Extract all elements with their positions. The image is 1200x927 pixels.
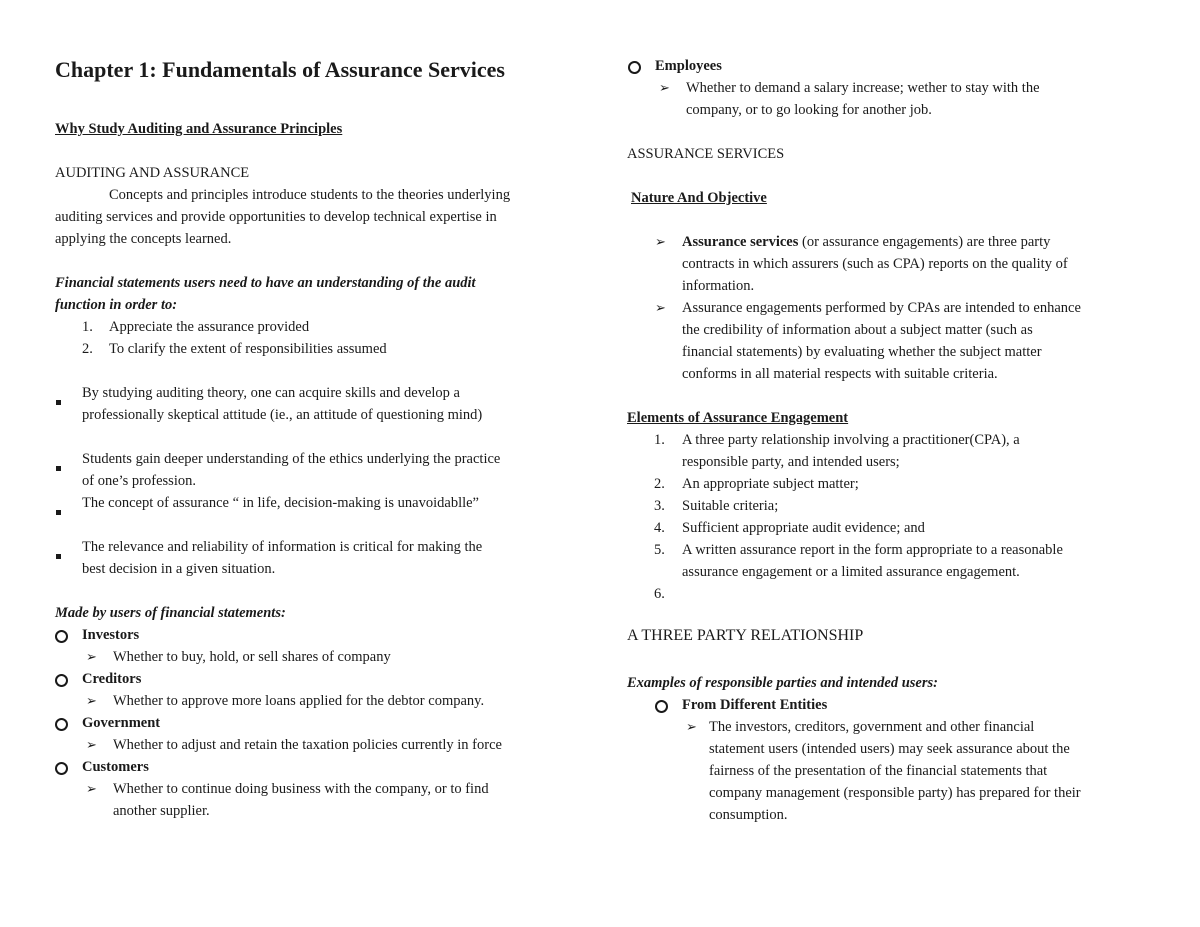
entities-line: company management (responsible party) has prepared for their [709, 785, 1081, 801]
intro-line-1: Concepts and principles introduce students to the theories underlying [109, 187, 511, 203]
bullet-line: The concept of assurance “ in life, decision-making is unavoidablle” [82, 495, 479, 511]
user-name-investors: Investors [82, 627, 140, 643]
why-study-heading: Why Study Auditing and Assurance Principles [55, 121, 343, 137]
bullet-line: professionally skeptical attitude (ie., an attitude of questioning mind) [82, 407, 483, 423]
user-detail: Whether to adjust and retain the taxation policies currently in force [113, 737, 502, 753]
bullet-line: Students gain deeper understanding of the ethics underlying the practice [82, 451, 501, 467]
circle-bullet-icon [628, 59, 641, 81]
intro-line-2: auditing services and provide opportunities to develop technical expertise in [55, 209, 497, 225]
auditing-heading: AUDITING AND ASSURANCE [55, 165, 250, 181]
user-detail: Whether to buy, hold, or sell shares of company [113, 649, 391, 665]
user-name-employees: Employees [655, 58, 722, 74]
assurance-services-term: Assurance services [682, 234, 799, 250]
entities-line: fairness of the presentation of the financial statements that [709, 763, 1048, 779]
element-item: A written assurance report in the form appropriate to a reasonable [682, 542, 1063, 558]
square-bullet-icon [56, 456, 61, 478]
bullet-line: By studying auditing theory, one can acquire skills and develop a [82, 385, 460, 401]
arrow-bullet-icon: ➢ [655, 234, 666, 249]
element-number: 3. [654, 498, 665, 514]
user-detail: company, or to go looking for another job. [686, 102, 932, 118]
square-bullet-icon [56, 544, 61, 566]
element-number: 1. [654, 432, 665, 448]
made-by-heading: Made by users of financial statements: [55, 605, 286, 621]
arrow-bullet-icon: ➢ [86, 781, 97, 796]
circle-bullet-icon [55, 672, 68, 694]
numbered-item: Appreciate the assurance provided [109, 319, 310, 335]
numbered-marker: 2. [82, 341, 93, 357]
circle-bullet-icon [55, 628, 68, 650]
assurance-services-heading: ASSURANCE SERVICES [627, 146, 785, 162]
page-title: Chapter 1: Fundamentals of Assurance Services [55, 57, 505, 82]
assurance-point-line: information. [682, 278, 755, 294]
fs-users-line-2: function in order to: [55, 297, 178, 313]
entities-line: consumption. [709, 807, 788, 823]
arrow-bullet-icon: ➢ [86, 649, 97, 664]
element-item: Sufficient appropriate audit evidence; and [682, 520, 925, 536]
bullet-line: The relevance and reliability of information is critical for making the [82, 539, 483, 555]
from-different-entities: From Different Entities [682, 697, 828, 713]
user-detail: Whether to demand a salary increase; wether to stay with the [686, 80, 1040, 96]
element-number: 6. [654, 586, 665, 602]
square-bullet-icon [56, 390, 61, 412]
arrow-bullet-icon: ➢ [86, 693, 97, 708]
element-number: 5. [654, 542, 665, 558]
element-number: 4. [654, 520, 665, 536]
examples-heading: Examples of responsible parties and intended users: [627, 675, 938, 691]
three-party-heading: A THREE PARTY RELATIONSHIP [627, 627, 864, 644]
assurance-services-def: (or assurance engagements) are three party [798, 234, 1051, 250]
user-name-customers: Customers [82, 759, 149, 775]
circle-bullet-icon [655, 698, 668, 720]
arrow-bullet-icon: ➢ [686, 719, 697, 734]
bullet-line: of one’s profession. [82, 473, 196, 489]
circle-bullet-icon [55, 716, 68, 738]
assurance-point-line: conforms in all material respects with suitable criteria. [682, 366, 998, 382]
arrow-bullet-icon: ➢ [655, 300, 666, 315]
assurance-point-line: financial statements) by evaluating whether the subject matter [682, 344, 1042, 360]
entities-line: The investors, creditors, government and other financial [709, 719, 1035, 735]
user-detail: Whether to continue doing business with the company, or to find [113, 781, 489, 797]
element-item: A three party relationship involving a practitioner(CPA), a [682, 432, 1020, 448]
entities-line: statement users (intended users) may seek assurance about the [709, 741, 1070, 757]
circle-bullet-icon [55, 760, 68, 782]
nature-objective-heading: Nature And Objective [631, 190, 767, 206]
square-bullet-icon [56, 500, 61, 522]
element-item-cont: responsible party, and intended users; [682, 454, 900, 470]
bullet-line: best decision in a given situation. [82, 561, 276, 577]
assurance-point-2: Assurance engagements performed by CPAs are intended to enhance [682, 300, 1081, 316]
assurance-point-1 [682, 231, 1050, 253]
element-item: An appropriate subject matter; [682, 476, 859, 492]
arrow-bullet-icon: ➢ [659, 80, 670, 95]
user-detail: another supplier. [113, 803, 210, 819]
numbered-item: To clarify the extent of responsibilities assumed [109, 341, 387, 357]
intro-line-3: applying the concepts learned. [55, 231, 232, 247]
user-name-creditors: Creditors [82, 671, 142, 687]
elements-heading: Elements of Assurance Engagement [627, 410, 849, 426]
element-number: 2. [654, 476, 665, 492]
user-name-government: Government [82, 715, 161, 731]
element-item: Suitable criteria; [682, 498, 779, 514]
assurance-point-line: contracts in which assurers (such as CPA) reports on the quality of [682, 256, 1068, 272]
numbered-marker: 1. [82, 319, 93, 335]
arrow-bullet-icon: ➢ [86, 737, 97, 752]
user-detail: Whether to approve more loans applied for the debtor company. [113, 693, 485, 709]
assurance-point-line: the credibility of information about a subject matter (such as [682, 322, 1033, 338]
fs-users-line-1: Financial statements users need to have an understanding of the audit [55, 275, 476, 291]
element-item-cont: assurance engagement or a limited assurance engagement. [682, 564, 1020, 580]
